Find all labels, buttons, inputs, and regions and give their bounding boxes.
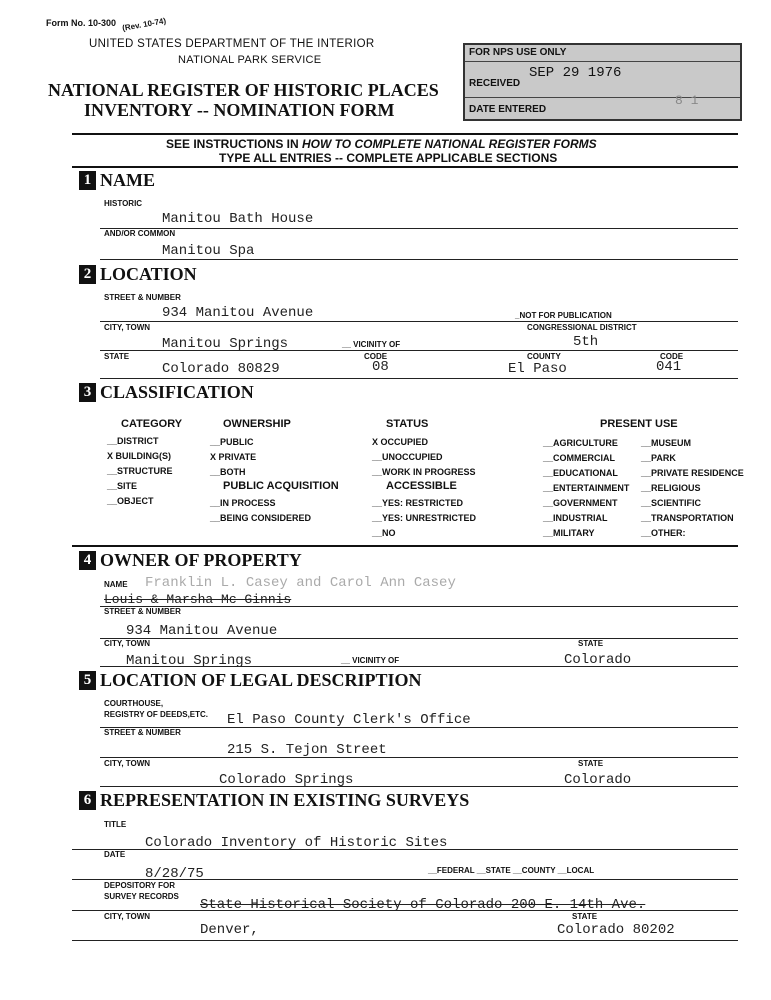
survey-state-label: STATE	[572, 912, 598, 921]
section-4-number: 4	[79, 551, 96, 570]
owner-vicinity: __ VICINITY OF	[341, 656, 400, 665]
common-name-value: Manitou Spa	[162, 243, 255, 259]
congressional-value: 5th	[573, 334, 599, 350]
header-rule	[72, 133, 738, 135]
present-use-option: __SCIENTIFIC	[641, 498, 702, 508]
section-3-number: 3	[79, 383, 96, 402]
instructions-line1: SEE INSTRUCTIONS IN HOW TO COMPLETE NATIONAL REGISTER FORMS	[166, 137, 597, 151]
owner-street-value: 934 Manitou Avenue	[126, 623, 278, 639]
survey-levels: __FEDERAL __STATE __COUNTY __LOCAL	[428, 866, 595, 875]
location-city-value: Manitou Springs	[162, 336, 289, 352]
section-2-title: LOCATION	[100, 264, 197, 284]
present-use-heading: PRESENT USE	[600, 418, 678, 430]
location-state-value: Colorado 80829	[162, 361, 280, 377]
survey-city-value: Denver,	[200, 922, 259, 938]
section-2-number: 2	[79, 265, 96, 284]
section-1-number: 1	[79, 171, 96, 190]
location-county-label: COUNTY	[527, 352, 561, 361]
instructions-rule	[72, 166, 738, 168]
location-code-value: 08	[372, 359, 389, 375]
section-6-title: REPRESENTATION IN EXISTING SURVEYS	[100, 790, 470, 810]
location-code2-value: 041	[656, 359, 682, 375]
location-vicinity: __ VICINITY OF	[342, 340, 401, 349]
owner-city-value: Manitou Springs	[126, 653, 253, 669]
acquisition-heading: PUBLIC ACQUISITION	[223, 480, 339, 492]
present-use-option: __COMMERCIAL	[543, 453, 616, 463]
location-state-label: STATE	[104, 352, 130, 361]
legal-street-value: 215 S. Tejon Street	[227, 742, 387, 758]
present-use-option: __GOVERNMENT	[543, 498, 618, 508]
historic-label: HISTORIC	[104, 199, 143, 208]
owner-name-label: NAME	[104, 580, 128, 589]
department-name: UNITED STATES DEPARTMENT OF THE INTERIOR	[89, 38, 375, 50]
section-5-number: 5	[79, 671, 96, 690]
owner-state-label: STATE	[578, 639, 604, 648]
section-5-title: LOCATION OF LEGAL DESCRIPTION	[100, 670, 422, 690]
common-name-label: AND/OR COMMON	[104, 229, 176, 238]
category-heading: CATEGORY	[121, 418, 183, 430]
legal-city-value: Colorado Springs	[219, 772, 354, 788]
category-option: __SITE	[107, 481, 138, 491]
accessible-option: __YES: UNRESTRICTED	[372, 513, 477, 523]
acquisition-option: __BEING CONSIDERED	[210, 513, 312, 523]
legal-state-label: STATE	[578, 759, 604, 768]
category-option: __DISTRICT	[107, 436, 159, 446]
present-use-option: __PARK	[641, 453, 676, 463]
registry-label: REGISTRY OF DEEDS,ETC.	[104, 710, 209, 719]
service-name: NATIONAL PARK SERVICE	[178, 54, 322, 66]
status-option: __WORK IN PROGRESS	[372, 467, 476, 477]
date-entered-label: DATE ENTERED	[469, 104, 547, 115]
survey-date-label: DATE	[104, 850, 126, 859]
depository-label-1: DEPOSITORY FOR	[104, 881, 175, 890]
owner-street-label: STREET & NUMBER	[104, 607, 181, 616]
accessible-heading: ACCESSIBLE	[386, 480, 457, 492]
legal-city-label: CITY, TOWN	[104, 759, 151, 768]
nps-use-only-box	[463, 43, 742, 121]
received-stamp: SEP 29 1976	[529, 65, 622, 81]
depository-value: State Historical Society of Colorado 200 E. 14th Ave.	[200, 897, 646, 913]
depository-label-2: SURVEY RECORDS	[104, 892, 179, 901]
survey-title-label: TITLE	[104, 820, 127, 829]
status-option: X OCCUPIED	[372, 437, 429, 447]
survey-date-value: 8/28/75	[145, 866, 204, 882]
section-1-title: NAME	[100, 170, 155, 190]
ownership-heading: OWNERSHIP	[223, 418, 291, 430]
ownership-option: X PRIVATE	[210, 452, 257, 462]
present-use-option: __PRIVATE RESIDENCE	[641, 468, 744, 478]
courthouse-value: El Paso County Clerk's Office	[227, 712, 471, 728]
date-entered-faint-stamp: 8 1	[675, 93, 699, 108]
survey-state-value: Colorado 80202	[557, 922, 675, 938]
present-use-option: __INDUSTRIAL	[543, 513, 608, 523]
congressional-label: CONGRESSIONAL DISTRICT	[527, 323, 637, 332]
location-city-label: CITY, TOWN	[104, 323, 151, 332]
historic-name-value: Manitou Bath House	[162, 211, 314, 227]
nps-heading: FOR NPS USE ONLY	[469, 47, 567, 58]
category-option: X BUILDING(S)	[107, 451, 171, 461]
present-use-option: __TRANSPORTATION	[641, 513, 734, 523]
legal-street-label: STREET & NUMBER	[104, 728, 181, 737]
form-title-line1: NATIONAL REGISTER OF HISTORIC PLACES	[48, 80, 439, 100]
received-label: RECEIVED	[469, 78, 521, 89]
present-use-option: __AGRICULTURE	[543, 438, 618, 448]
location-code2-label: CODE	[660, 352, 684, 361]
form-revision: (Rev. 10-74)	[121, 16, 167, 33]
section-4-title: OWNER OF PROPERTY	[100, 550, 302, 570]
accessible-option: __NO	[372, 528, 396, 538]
legal-state-value: Colorado	[564, 772, 632, 788]
present-use-option: __ENTERTAINMENT	[543, 483, 630, 493]
status-option: __UNOCCUPIED	[372, 452, 443, 462]
owner-name-struck: Louis & Marsha Mc Ginnis	[104, 592, 292, 607]
owner-city-label: CITY, TOWN	[104, 639, 151, 648]
accessible-option: __YES: RESTRICTED	[372, 498, 464, 508]
form-number: Form No. 10-300	[46, 18, 117, 28]
not-for-publication: _NOT FOR PUBLICATION	[515, 311, 612, 320]
status-heading: STATUS	[386, 418, 429, 430]
owner-state-value: Colorado	[564, 652, 632, 668]
owner-name-value: Franklin L. Casey and Carol Ann Casey	[145, 575, 456, 591]
survey-city-label: CITY, TOWN	[104, 912, 151, 921]
ownership-option: __PUBLIC	[210, 437, 254, 447]
present-use-option: __MUSEUM	[641, 438, 692, 448]
location-county-value: El Paso	[508, 361, 567, 377]
acquisition-option: __IN PROCESS	[210, 498, 276, 508]
present-use-option: __MILITARY	[543, 528, 595, 538]
section-6-number: 6	[79, 791, 96, 810]
ownership-option: __BOTH	[210, 467, 246, 477]
courthouse-label: COURTHOUSE,	[104, 699, 164, 708]
present-use-option: __OTHER:	[641, 528, 686, 538]
instructions-line2: TYPE ALL ENTRIES -- COMPLETE APPLICABLE SECTIONS	[219, 151, 558, 165]
location-code-label: CODE	[364, 352, 388, 361]
location-street-label: STREET & NUMBER	[104, 293, 181, 302]
survey-title-value: Colorado Inventory of Historic Sites	[145, 835, 448, 851]
section-3-title: CLASSIFICATION	[100, 382, 254, 402]
present-use-option: __RELIGIOUS	[641, 483, 701, 493]
category-option: __OBJECT	[107, 496, 154, 506]
location-street-value: 934 Manitou Avenue	[162, 305, 314, 321]
category-option: __STRUCTURE	[107, 466, 173, 476]
form-title-line2: INVENTORY -- NOMINATION FORM	[84, 100, 395, 120]
present-use-option: __EDUCATIONAL	[543, 468, 618, 478]
